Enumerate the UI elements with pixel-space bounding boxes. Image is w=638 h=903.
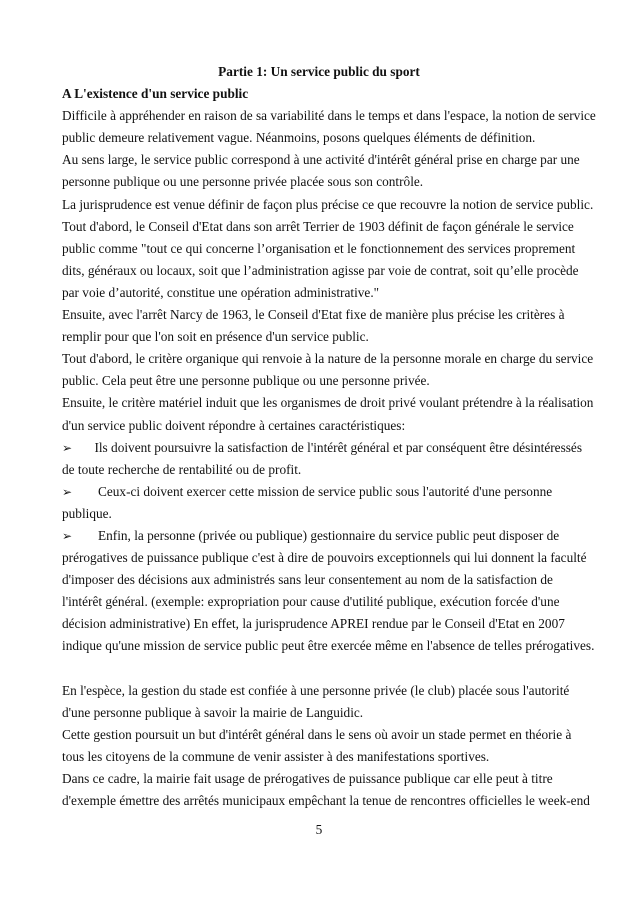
arrowhead-bullet-icon: ➢ xyxy=(62,528,73,543)
bullet-continuation: l'intérêt général. (exemple: expropriation pour cause d'utilité publique, exécution forcée d'une xyxy=(62,594,560,610)
bullet-continuation: décision administrative) En effet, la jurisprudence APREI rendue par le Conseil d'Etat en 2007 xyxy=(62,616,565,632)
bullet-text: Ils doivent poursuivre la satisfaction de l'intérêt général et par conséquent être désintéressés xyxy=(94,439,582,455)
paragraph-line: Dans ce cadre, la mairie fait usage de prérogatives de puissance publique car elle peut à titre xyxy=(62,771,553,786)
page-number: 5 xyxy=(315,822,323,837)
document-body xyxy=(62,61,596,812)
arrowhead-bullet-icon: ➢ xyxy=(62,484,73,499)
paragraph-line: En l'espèce, la gestion du stade est confiée à une personne privée (le club) placée sous l'autorité xyxy=(62,682,570,698)
bullet-continuation: indique qu'une mission de service public peut être exercée même en l'absence de telles prérogatives. xyxy=(62,638,595,654)
bullet-continuation: d'imposer des décisions aux administrés sans leur consentement au nom de la satisfaction de xyxy=(62,572,553,588)
section-heading: A L'existence d'un service public xyxy=(62,86,249,102)
paragraph-line: public comme "tout ce qui concerne l’organisation et le fonctionnement des services proprement xyxy=(62,240,576,256)
paragraph-line: La jurisprudence est venue définir de façon plus précise ce que recouvre la notion de service public. xyxy=(62,196,594,212)
paragraph-line: Ensuite, le critère matériel induit que les organismes de droit privé voulant prétendre à la réalisation xyxy=(62,395,594,411)
bullet-item xyxy=(62,525,582,547)
paragraph-line: remplir pour que l'on soit en présence d'un service public. xyxy=(62,329,369,345)
arrowhead-bullet-icon: ➢ xyxy=(62,440,73,455)
bullet-text: Ceux-ci doivent exercer cette mission de service public sous l'autorité d'une personne xyxy=(98,483,553,499)
paragraph-line: d'une personne publique à savoir la mairie de Languidic. xyxy=(62,704,364,720)
bullet-continuation: prérogatives de puissance publique c'est à dire de pouvoirs exceptionnels qui lui donnent la faculté xyxy=(62,550,587,566)
bullet-item xyxy=(62,437,582,459)
bullet-continuation: de toute recherche de rentabilité ou de profit. xyxy=(62,461,302,477)
paragraph-line: Ensuite, avec l'arrêt Narcy de 1963, le Conseil d'Etat fixe de manière plus précise les critères à xyxy=(62,307,565,323)
paragraph-line: tous les citoyens de la commune de venir assister à des manifestations sportives. xyxy=(62,748,490,764)
paragraph-line: d'exemple émettre des arrêtés municipaux empêchant la tenue de rencontres officielles le week-end xyxy=(62,793,590,809)
paragraph-line: d'un service public doivent répondre à certaines caractéristiques: xyxy=(62,417,406,433)
bullet-text: Enfin, la personne (privée ou publique) gestionnaire du service public peut disposer de xyxy=(98,527,560,543)
bullet-item xyxy=(62,481,582,503)
paragraph-line: Tout d'abord, le Conseil d'Etat dans son arrêt Terrier de 1903 définit de façon générale le service xyxy=(62,218,574,234)
page-title: Partie 1: Un service public du sport xyxy=(218,64,420,79)
paragraph-line: Difficile à appréhender en raison de sa variabilité dans le temps et dans l'espace, la notion de service xyxy=(62,108,596,124)
paragraph-line: Cette gestion poursuit un but d'intérêt général dans le sens où avoir un stade permet en théorie à xyxy=(62,726,572,742)
paragraph-line: Tout d'abord, le critère organique qui renvoie à la nature de la personne morale en charge du service xyxy=(62,351,594,367)
paragraph-line: personne publique ou une personne privée placée sous son contrôle. xyxy=(62,174,424,190)
bullet-continuation: publique. xyxy=(62,505,112,521)
paragraph-line: public. Cela peut être une personne publique ou une personne privée. xyxy=(62,373,430,389)
paragraph-line: public demeure relativement vague. Néanmoins, posons quelques éléments de définition. xyxy=(62,130,536,146)
paragraph-line: dits, généraux ou locaux, soit que l’administration agisse par voie de contrat, soit qu’elle procède xyxy=(62,262,579,278)
paragraph-line: par voie d’autorité, constitue une opération administrative." xyxy=(62,284,380,300)
paragraph-line: Au sens large, le service public correspond à une activité d'intérêt général prise en charge par une xyxy=(62,152,580,168)
